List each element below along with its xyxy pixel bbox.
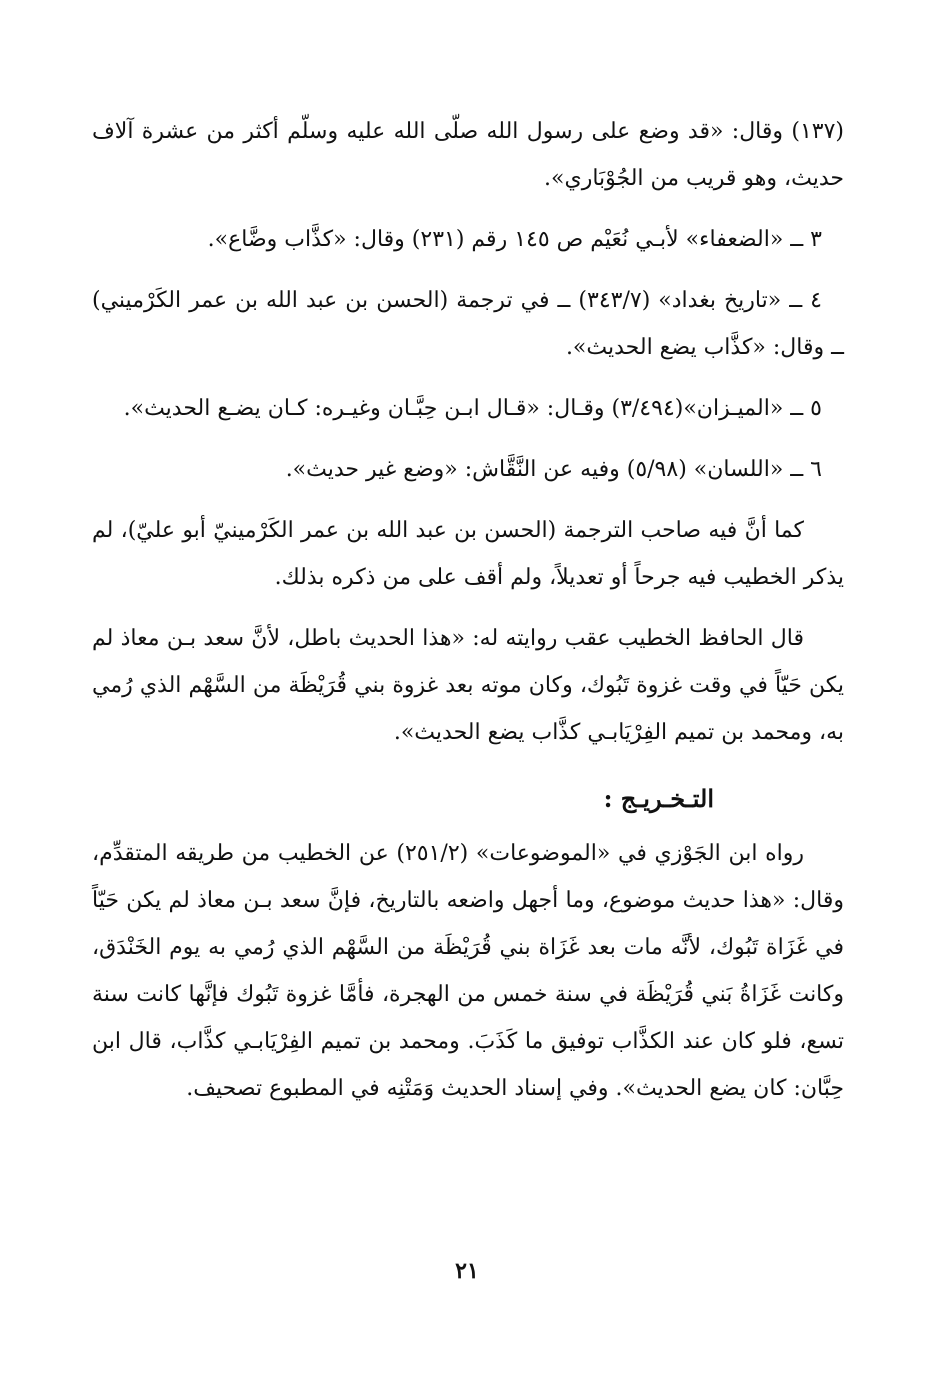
spacer [92, 371, 844, 385]
spacer [92, 493, 844, 507]
page-body [92, 108, 844, 1112]
paragraph-source-3: ٣ ــ «الضعفاء» لأبـي نُعَيْم ص ١٤٥ رقم (٢٣١) وقال: «كذَّاب وضَّاع». [207, 227, 822, 252]
paragraph-translation-note: كما أنَّ فيه صاحب الترجمة (الحسن بن عبد الله بن عمر الكَرْمينيّ أبو عليّ)، لم يذكر الخطيب فيه جرحاً أو تعديلاً، ولم أقف على من ذكره بذلك. [92, 518, 844, 590]
paragraph-source-5: ٥ ــ «الميـزان»(٣/٤٩٤) وقـال: «قـال ابـن حِبَّـان وغيـره: كـان يضـع الحديث». [123, 396, 822, 421]
paragraph-source-6: ٦ ــ «اللسان» (٥/٩٨) وفيه عن النَّقَّاش: «وضع غير حديث». [285, 457, 822, 482]
spacer [92, 202, 844, 216]
section-heading-takhrij: التـخـريـج : [603, 784, 714, 813]
paragraph-takhrij: رواه ابن الجَوْزي في «الموضوعات» (٢٥١/٢) عن الخطيب من طريقه المتقدِّم، وقال: «هذا حديث موضوع، وما أجهل واضعه بالتاريخ، فإنَّ سعد بـن معاذ لم يكن حَيّاً في غَزَاة تَبُوك، لأنَّه مات بعد غَزَاة بني قُرَيْظَة من السَّهْم الذي رُمي به يوم الخَنْدَق، وكانت غَزَاةُ بَني قُرَيْظَة في سنة خمس من الهجرة، فأمَّا غزوة تَبُوك فإنَّها كانت سنة تسع، فلو كان عند الكذَّاب توفيق ما كَذَبَ. ومحمد بن تميم الفِرْيَابـي كذَّاب، قال ابن حِبَّان: كان يضع الحديث». وفي إسناد الحديث وَمَتْنِه في المطبوع تصحيف. [92, 841, 844, 1101]
spacer [92, 601, 844, 615]
spacer [92, 263, 844, 277]
paragraph-source-4: ٤ ــ «تاريخ بغداد» (٣٤٣/٧) ــ في ترجمة (الحسن بن عبد الله بن عمر الكَرْميني) ــ وقال: «كذَّاب يضع الحديث». [92, 288, 844, 360]
page-number: ٢١ [455, 1258, 479, 1284]
paragraph-note-137: (١٣٧) وقال: «قد وضع على رسول الله صلّى الله عليه وسلّم أكثر من عشرة آلاف حديث، وهو قريب من الجُوْبَاري». [92, 119, 844, 191]
spacer [92, 432, 844, 446]
paragraph-khatib-note: قال الحافظ الخطيب عقب روايته له: «هذا الحديث باطل، لأنَّ سعد بـن معاذ لم يكن حَيّاً في وقت غزوة تَبُوك، وكان موته بعد غزوة بني قُرَيْظَة من السَّهْم الذي رُمي به، ومحمد بن تميم الفِرْيَابـي كذَّاب يضع الحديث». [92, 626, 844, 745]
